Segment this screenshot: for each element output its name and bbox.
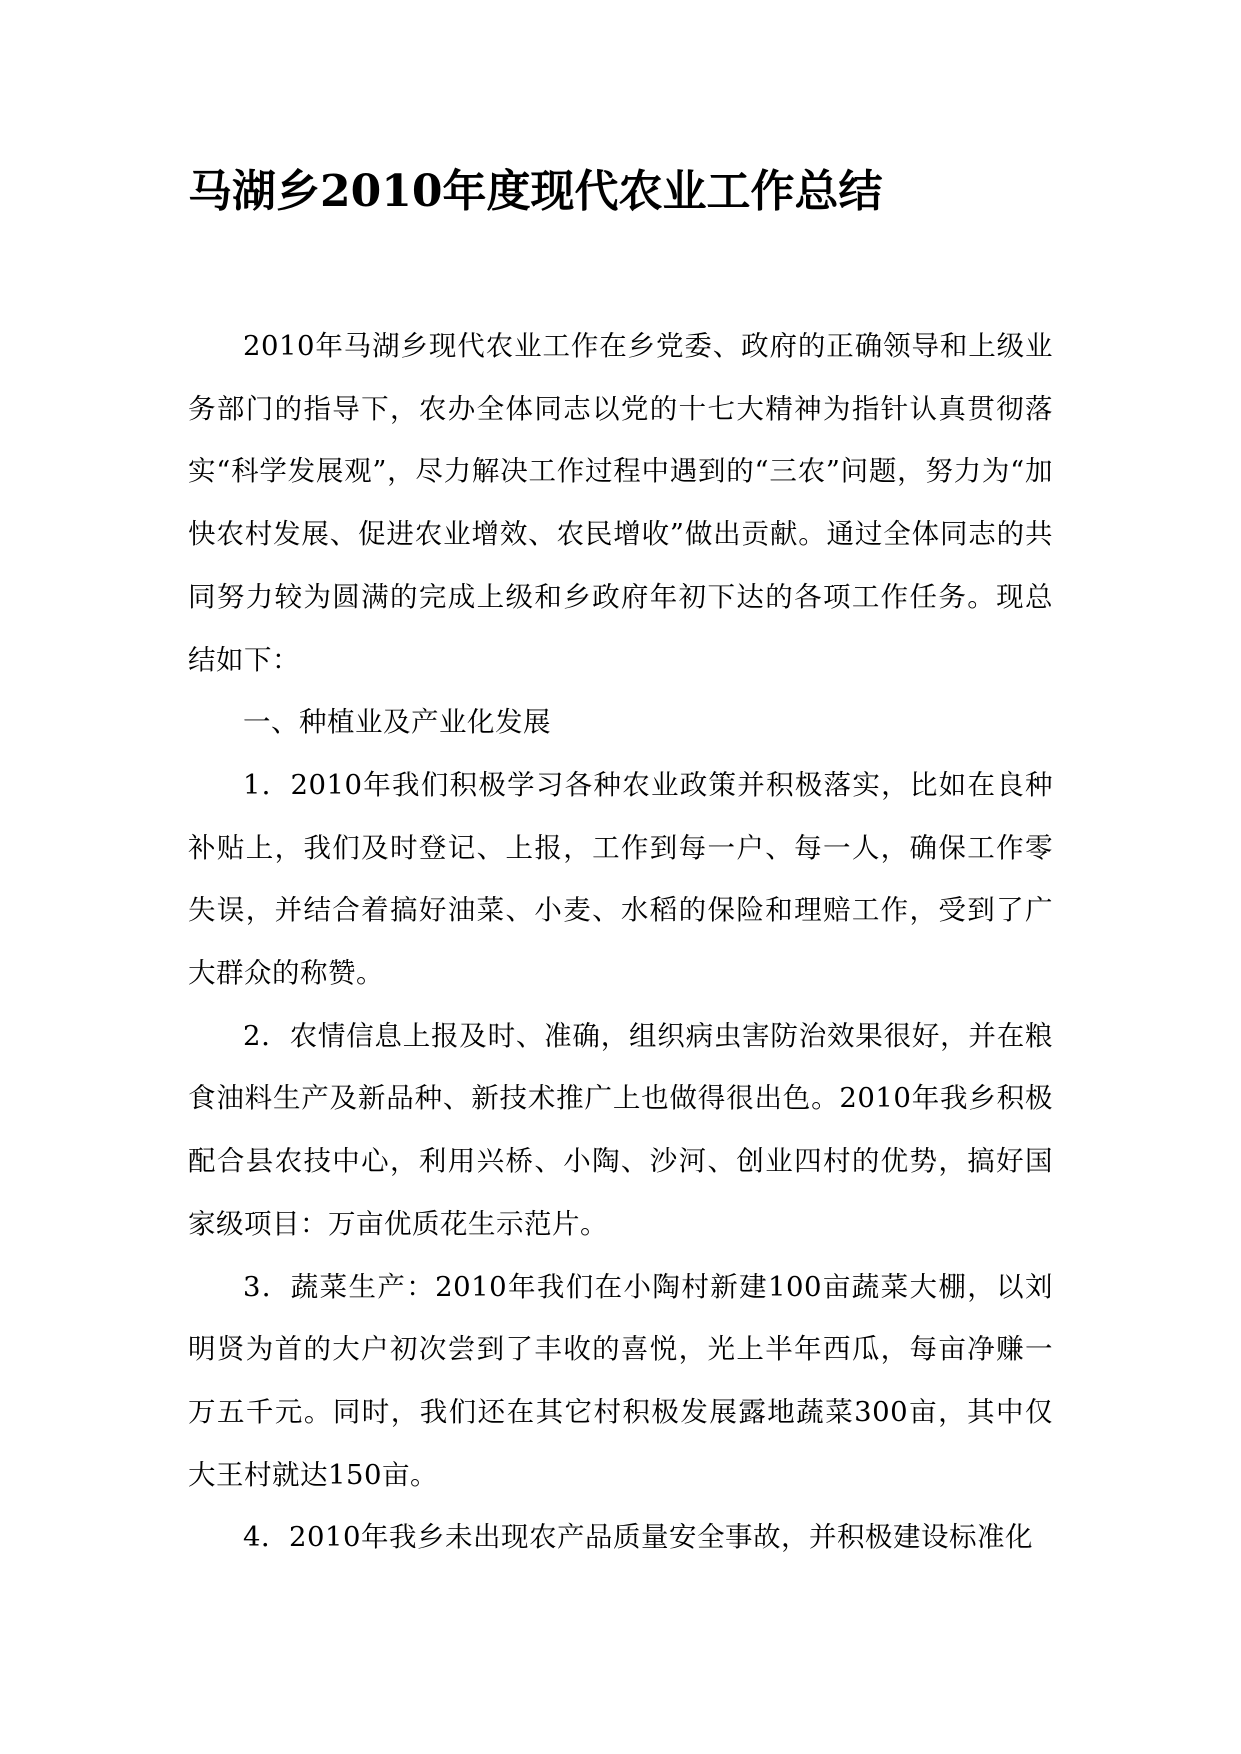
paragraph-item-4: 4．2010年我乡未出现农产品质量安全事故，并积极建设标准化: [243, 1521, 1033, 1554]
document-title: 马湖乡2010年度现代农业工作总结: [188, 166, 883, 217]
paragraph-item-3: 3．蔬菜生产：2010年我们在小陶村新建100亩蔬菜大棚，以刘明贤为首的大户初次尝到了丰收的喜悦，光上半年西瓜，每亩净赚一万五千元。同时，我们还在其它村积极发展露地蔬菜300亩，其中仅大王村就达150亩。: [188, 1270, 1053, 1491]
section-heading-planting: 一、种植业及产业化发展: [243, 706, 551, 739]
document-body: [188, 315, 1053, 1569]
paragraph-item-2: 2．农情信息上报及时、准确，组织病虫害防治效果很好，并在粮食油料生产及新品种、新技术推广上也做得很出色。2010年我乡积极配合县农技中心，利用兴桥、小陶、沙河、创业四村的优势，搞好国家级项目：万亩优质花生示范片。: [188, 1019, 1053, 1240]
paragraph-intro: 2010年马湖乡现代农业工作在乡党委、政府的正确领导和上级业务部门的指导下，农办全体同志以党的十七大精神为指针认真贯彻落实“科学发展观”，尽力解决工作过程中遇到的“三农”问题，努力为“加快农村发展、促进农业增效、农民增收”做出贡献。通过全体同志的共同努力较为圆满的完成上级和乡政府年初下达的各项工作任务。现总结如下：: [188, 330, 1053, 676]
paragraph-item-1: 1．2010年我们积极学习各种农业政策并积极落实，比如在良种补贴上，我们及时登记、上报，工作到每一户、每一人，确保工作零失误，并结合着搞好油菜、小麦、水稻的保险和理赔工作，受到了广大群众的称赞。: [188, 768, 1053, 990]
